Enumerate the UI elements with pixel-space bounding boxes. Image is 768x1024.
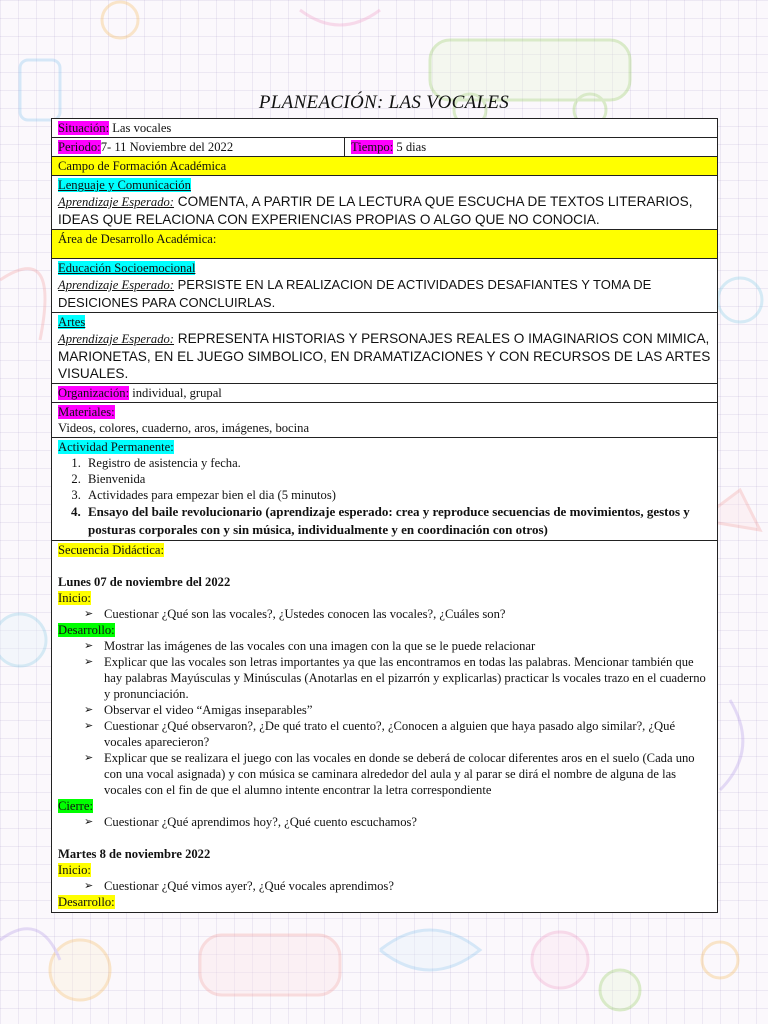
secuencia-row bbox=[52, 541, 717, 912]
lunes-cierre-label: Cierre: bbox=[58, 799, 93, 813]
tiempo-value: 5 dias bbox=[396, 140, 427, 154]
martes-desarrollo-label: Desarrollo: bbox=[58, 895, 115, 909]
periodo-label: Periodo: bbox=[58, 140, 101, 154]
materiales-label: Materiales: bbox=[58, 405, 115, 419]
periodo-tiempo-row bbox=[52, 138, 717, 157]
actividad-item: 1. Registro de asistencia y fecha. bbox=[84, 455, 711, 471]
list-item bbox=[84, 638, 711, 654]
page-title: PLANEACIÓN: LAS VOCALES bbox=[258, 92, 510, 113]
arrow-bullet-icon: ➢ bbox=[84, 816, 94, 828]
lunes-inicio-label: Inicio: bbox=[58, 591, 91, 605]
actividad-row bbox=[52, 438, 717, 541]
artes-ap-label: Aprendizaje Esperado: bbox=[58, 332, 175, 346]
lenguaje-ap-label: Aprendizaje Esperado: bbox=[58, 195, 175, 209]
situacion-row bbox=[52, 119, 717, 138]
arrow-bullet-icon: ➢ bbox=[84, 656, 94, 668]
campo-formacion-row: Campo de Formación Académica bbox=[52, 157, 717, 176]
lunes-desarrollo-list bbox=[58, 638, 711, 798]
list-item-text: Explicar que se realizara el juego con las vocales en donde se deberá de colocar diferentes aros en el suelo (Cada uno con una vocal asignada) y con música se caminara alrededor del aula y al parar se dirá el nombre de alguna de las vocales con el fin de que el alumno intente encontrar la letra correspondiente bbox=[104, 751, 695, 797]
actividad-label: Actividad Permanente: bbox=[58, 440, 174, 454]
lenguaje-heading: Lenguaje y Comunicación bbox=[58, 178, 191, 192]
secuencia-label: Secuencia Didáctica: bbox=[58, 543, 164, 557]
list-item bbox=[84, 814, 711, 830]
artes-row bbox=[52, 313, 717, 384]
lunes-desarrollo-label: Desarrollo: bbox=[58, 623, 115, 637]
list-item-text: Cuestionar ¿Qué vimos ayer?, ¿Qué vocales aprendimos? bbox=[104, 879, 394, 893]
arrow-bullet-icon: ➢ bbox=[84, 880, 94, 892]
martes-day-heading: Martes 8 de noviembre 2022 bbox=[58, 847, 211, 861]
socioemocional-row bbox=[52, 259, 717, 313]
list-item-text: Cuestionar ¿Qué son las vocales?, ¿Ustedes conocen las vocales?, ¿Cuáles son? bbox=[104, 607, 506, 621]
situacion-label: Situación: bbox=[58, 121, 110, 135]
area-desarrollo-row: Área de Desarrollo Académica: bbox=[52, 230, 717, 259]
list-item-text: Mostrar las imágenes de las vocales con una imagen con la que se le puede relacionar bbox=[104, 639, 536, 653]
organizacion-label: Organización: bbox=[58, 386, 130, 400]
materiales-row bbox=[52, 403, 717, 438]
actividad-item: 4. Ensayo del baile revolucionario (aprendizaje esperado: crea y reproduce secuencias de movimientos, gestos y posturas corporales con y sin música, individualmente y en coordinación con otros) bbox=[84, 503, 711, 539]
situacion-value: Las vocales bbox=[112, 121, 172, 135]
lunes-day-heading: Lunes 07 de noviembre del 2022 bbox=[58, 575, 231, 589]
lenguaje-ap-text: COMENTA, A PARTIR DE LA LECTURA QUE ESCUCHA DE TEXTOS LITERARIOS, IDEAS QUE RELACIONA CON EXPERIENCIAS PROPIAS O ALGO QUE NO CONOCIA. bbox=[58, 194, 693, 227]
socio-ap-label: Aprendizaje Esperado: bbox=[58, 278, 175, 292]
arrow-bullet-icon: ➢ bbox=[84, 704, 94, 716]
organizacion-row bbox=[52, 384, 717, 403]
organizacion-value: individual, grupal bbox=[132, 386, 222, 400]
socio-heading: Educación Socioemocional bbox=[58, 261, 196, 275]
arrow-bullet-icon: ➢ bbox=[84, 720, 94, 732]
list-item bbox=[84, 702, 711, 718]
actividad-list bbox=[58, 455, 711, 539]
list-item bbox=[84, 750, 711, 798]
artes-heading: Artes bbox=[58, 315, 86, 329]
lenguaje-row bbox=[52, 176, 717, 230]
martes-inicio-list bbox=[58, 878, 711, 894]
lunes-cierre-list bbox=[58, 814, 711, 830]
list-item bbox=[84, 606, 711, 622]
periodo-value: 7- 11 Noviembre del 2022 bbox=[100, 140, 234, 154]
tiempo-label: Tiempo: bbox=[351, 140, 394, 154]
actividad-item: 3. Actividades para empezar bien el dia (5 minutos) bbox=[84, 487, 711, 503]
arrow-bullet-icon: ➢ bbox=[84, 608, 94, 620]
list-item bbox=[84, 654, 711, 702]
lunes-inicio-list bbox=[58, 606, 711, 622]
list-item-text: Cuestionar ¿Qué aprendimos hoy?, ¿Qué cuento escuchamos? bbox=[104, 815, 417, 829]
list-item-text: Observar el video “Amigas inseparables” bbox=[104, 703, 313, 717]
artes-ap-text: REPRESENTA HISTORIAS Y PERSONAJES REALES O IMAGINARIOS CON MIMICA, MARIONETAS, EN EL JUEGO SIMBOLICO, EN DRAMATIZACIONES Y CON RECURSOS DE LAS ARTES VISUALES. bbox=[58, 331, 711, 381]
periodo-cell bbox=[52, 138, 345, 156]
tiempo-cell bbox=[345, 138, 432, 156]
actividad-item: 2. Bienvenida bbox=[84, 471, 711, 487]
socio-ap-text: PERSISTE EN LA REALIZACION DE ACTIVIDADES DESAFIANTES Y TOMA DE DESICIONES PARA CONCLUIRLAS. bbox=[58, 277, 652, 310]
list-item-text: Cuestionar ¿Qué observaron?, ¿De qué trato el cuento?, ¿Conocen a alguien que haya pasado algo similar?, ¿Qué vocales aparecieron? bbox=[104, 719, 676, 749]
arrow-bullet-icon: ➢ bbox=[84, 752, 94, 764]
list-item bbox=[84, 878, 711, 894]
planeacion-table bbox=[51, 118, 718, 913]
list-item-text: Explicar que las vocales son letras importantes ya que las encontramos en todas las palabras. Mencionar también que hay palabras Mayúsculas y Minúsculas (Anotarlas en el pizarrón y explicarlas) practicar ls vocales trazo en el cuaderno y pronunciación. bbox=[104, 655, 706, 701]
martes-inicio-label: Inicio: bbox=[58, 863, 91, 877]
arrow-bullet-icon: ➢ bbox=[84, 640, 94, 652]
list-item bbox=[84, 718, 711, 750]
materiales-value: Videos, colores, cuaderno, aros, imágenes, bocina bbox=[58, 421, 310, 435]
